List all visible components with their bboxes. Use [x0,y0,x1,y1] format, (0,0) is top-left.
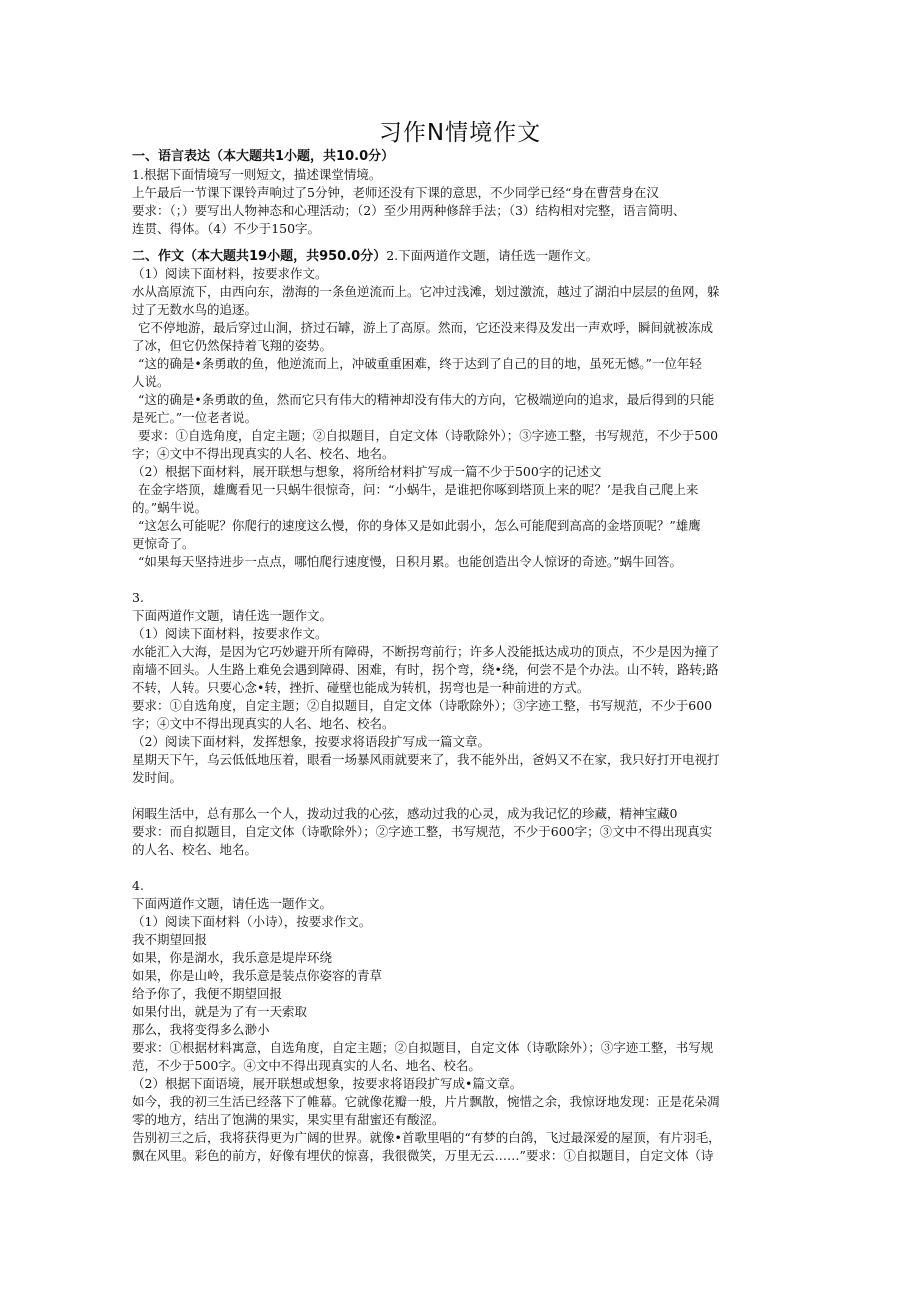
text-line: 南墙不回头。人生路上难免会遇到障碍、困难，有时，拐个弯，绕•绕，何尝不是个办法。山不转，路转;路 [132,662,719,677]
text-line: 是死亡。”一位老者说。 [132,410,258,425]
section-heading-essay [132,247,796,265]
text-line: （2）根据下面材料，展开联想与想象，将所给材料扩写成一篇不少于500字的记述文 [132,464,602,479]
text-line: 下面两道作文题，请任选一题作文。 [132,896,333,911]
text-line: （2）根据下面语境，展开联想或想象，按要求将语段扩写成•篇文章。 [132,1076,523,1091]
question-number: 4. [132,878,144,893]
text-line: 我不期望回报 [132,932,208,947]
text-line: 发时间。 [132,770,183,785]
text-line: 要求：（；）要写出人物神态和心理活动；（2）至少用两种修辞手法；（3）结构相对完整，语言简明、 [132,203,686,218]
text-line: “这的确是•条勇敢的鱼，他逆流而上，冲破重重困难，终于达到了自己的目的地，虽死无憾。”一位年轻 [138,356,702,371]
text-line: （1）阅读下面材料（小诗），按要求作文。 [132,914,372,929]
text-line: 下面两道作文题，请任选一题作文。 [132,608,333,623]
text-line: 给予你了，我便不期望回报 [132,986,283,1001]
text-line: 零的地方，结出了饱满的果实，果实里有甜蜜还有酸涩。 [132,1112,445,1127]
text-line: 上午最后一节课下课铃声响过了5分钟，老师还没有下课的意思，不少同学已经“身在曹营身在汉 [132,185,659,200]
text-line: 如果付出，就是为了有一天索取 [132,1004,308,1019]
text-line: “这的确是•条勇敢的鱼，然而它只有伟大的精神却没有伟大的方向，它极端逆向的追求，最后得到的只能 [138,392,715,407]
text-line: 人说。 [132,374,170,389]
text-line: “这怎么可能呢？你爬行的速度这么慢，你的身体又是如此弱小，怎么可能爬到高高的金塔顶呢？”雄鹰 [138,518,701,533]
text-line: 了冰，但它仍然保持着飞翔的姿势。 [132,338,333,353]
text-line: 水从高原流下，由西向东，渤海的一条鱼逆流而上。它冲过浅滩，划过激流，越过了湖泊中层层的鱼网，躲 [132,284,720,299]
document-body [132,148,796,1165]
text-line: 在金字塔顶，雄鹰看见一只蜗牛很惊奇，问：“小蜗牛，是谁把你啄到塔顶上来的呢？’是我自己爬上来 [138,482,699,497]
section-heading-language: 一、语言表达（本大题共1小题，共10.0分） [132,149,395,164]
text-line: 字；④文中不得出现真实的人名、校名、地名。 [132,446,395,461]
text-line: 范，不少于500字。④文中不得出现真实的人名、地名、校名。 [132,1058,481,1073]
text-line: 飘在风里。彩色的前方，好像有埋伏的惊喜，我很微笑，万里无云……”要求：①自拟题目，自定文体（诗 [132,1148,714,1163]
text-line: 如今，我的初三生活已经落下了帷幕。它就像花瓣一般，片片飘散，惋惜之余，我惊讶地发现：正是花朵凋 [132,1094,720,1109]
text-line: 如果，你是山岭，我乐意是装点你姿容的青草 [132,968,383,983]
text-line: “如果每天坚持进步一点点，哪怕爬行速度慢，日积月累。也能创造出令人惊讶的奇迹。”蜗牛回答。 [138,554,683,569]
text-line: 过了无数水鸟的追逐。 [132,302,258,317]
question-4 [132,877,796,1165]
text-line: 告别初三之后，我将获得更为广阔的世界。就像•首歌里唱的“有梦的白鸽，飞过最深爱的屋顶，有片羽毛， [132,1130,721,1145]
text-line: 水能汇入大海，是因为它巧妙避开所有障碍，不断拐弯前行；许多人没能抵达成功的顶点，不少是因为撞了 [132,644,720,659]
text-line: 它不停地游，最后穿过山涧，挤过石罅，游上了高原。然而，它还没来得及发出一声欢呼，瞬间就被冻成 [138,320,714,335]
section-language-text [132,166,796,238]
text-line: 1.根据下面情境写一则短文，描述课堂情境。 [132,167,382,182]
text-line: 的人名、校名、地名。 [132,842,258,857]
question-2-intro: 2.下面两道作文题，请任选一题作文。 [386,248,599,263]
document-title: 习作N情境作文 [378,120,542,146]
text-line: 星期天下午，乌云低低地压着，眼看一场暴风雨就要来了，我不能外出，爸妈又不在家，我只好打开电视打 [132,752,720,767]
text-line: 不转，人转。只要心念•转，挫折、碰壁也能成为转机，拐弯也是一种前进的方式。 [132,680,590,695]
text-line: 要求：①自选角度，自定主题；②自拟题目，自定文体（诗歌除外）；③字迹工整，书写规范，不少于600 [132,698,713,713]
section-heading-essay-title: 二、作文（本大题共19小题，共950.0分） [132,249,387,264]
text-line: （2）阅读下面材料，发挥想象，按要求将语段扩写成一篇文章。 [132,734,490,749]
question-3 [132,589,796,859]
text-line: 的。”蜗牛说。 [132,500,208,515]
text-line: 字；④文中不得出现真实的人名、地名、校名。 [132,716,395,731]
question-2 [132,265,796,571]
text-line: 闲暇生活中，总有那么一个人，拨动过我的心弦，感动过我的心灵，成为我记忆的珍藏，精神宝藏0 [132,806,678,821]
text-line: 要求：而自拟题目，自定文体（诗歌除外）；②字迹工整，书写规范，不少于600字；③文中不得出现真实 [132,824,713,839]
text-line: 更惊奇了。 [132,536,195,551]
text-line: 那么，我将变得多么渺小 [132,1022,270,1037]
question-number: 3. [132,590,144,605]
text-line: （1）阅读下面材料，按要求作文。 [132,626,328,641]
text-line: 要求：①根据材料寓意，自选角度，自定主题；②自拟题目，自定文体（诗歌除外）；③字迹工整，书写规 [132,1040,714,1055]
text-line: （1）阅读下面材料，按要求作文。 [132,266,328,281]
text-line: 如果，你是湖水，我乐意是堤岸环绕 [132,950,333,965]
text-line: 连贯、得体。（4）不少于150字。 [132,221,321,236]
text-line: 要求：①自选角度，自定主题；②自拟题目，自定文体（诗歌除外）；③字迹工整，书写规范，不少于500 [138,428,719,443]
